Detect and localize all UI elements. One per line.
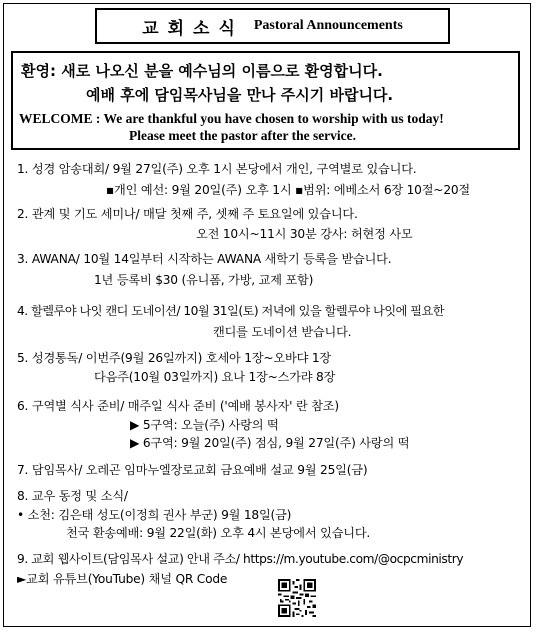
item-4-detail: 캔디를 도네이션 받습니다. [213, 325, 352, 339]
item-4-title: 4. 할렐루야 나잇 캔디 도네이션/ 10월 31일(토) 저녁에 있을 할렐루야 나잇에 필요한 [17, 304, 445, 318]
item-9-title: 9. 교회 웹사이트(담임목사 설교) 안내 주소/ https://m.youtube.com/@ocpcministry [17, 552, 464, 566]
item-2-title: 2. 관계 및 기도 세미나/ 매달 첫째 주, 셋째 주 토요일에 있습니다. [17, 207, 358, 221]
item-8-title: 8. 교우 동정 및 소식/ [17, 489, 128, 503]
item-6-detail-1: ▶ 5구역: 오늘(주) 사랑의 떡 [130, 418, 279, 432]
item-7-title: 7. 담임목사/ 오레곤 임마누엘장로교회 금요예배 설교 9월 25일(금) [17, 463, 368, 477]
item-3-detail: 1년 등록비 $30 (유니폼, 가방, 교제 포함) [94, 273, 314, 287]
item-6-title: 6. 구역별 식사 준비/ 매주일 식사 준비 ('예배 봉사자' 란 참조) [17, 399, 339, 413]
item-1-title: 1. 성경 암송대회/ 9월 27일(주) 오후 1시 본당에서 개인, 구역별로 있습니다. [17, 162, 417, 176]
qr-code-icon[interactable] [278, 579, 316, 617]
item-2-detail: 오전 10시~11시 30분 강사: 허현정 사모 [196, 227, 413, 241]
item-8-detail-1: • 소천: 김은태 성도(이정희 권사 부군) 9월 18일(금) [17, 508, 292, 522]
header-title-en: Pastoral Announcements [253, 18, 403, 33]
item-1-detail: ▪개인 예선: 9월 20일(주) 오후 1시 ▪범위: 에베소서 6장 10절~20절 [106, 183, 470, 197]
item-9-detail: ►교회 유튜브(YouTube) 채널 QR Code [17, 572, 228, 586]
welcome-ko-line2: 예배 후에 담임목사님을 만나 주시기 바랍니다. [86, 86, 394, 104]
item-5-title: 5. 성경통독/ 이번주(9월 26일까지) 호세아 1장~오바댜 1장 [17, 351, 331, 365]
page-header [95, 8, 450, 44]
welcome-ko-line1: 환영: 새로 나오신 분을 예수님의 이름으로 환영합니다. [21, 62, 383, 80]
item-3-title: 3. AWANA/ 10월 14일부터 시작하는 AWANA 새학기 등록을 받습니다. [17, 252, 392, 266]
header-title-ko: 교회소식 [142, 18, 244, 39]
item-6-detail-2: ▶ 6구역: 9월 20일(주) 점심, 9월 27일(주) 사랑의 떡 [130, 436, 410, 450]
welcome-en-line1: WELCOME : We are thankful you have chosen to worship with us today! [19, 111, 444, 126]
item-5-detail: 다음주(10월 03일까지) 요나 1장~스가랴 8장 [94, 370, 336, 384]
item-8-detail-2: 천국 환송예배: 9월 22일(화) 오후 4시 본당에서 있습니다. [66, 526, 371, 540]
welcome-en-line2: Please meet the pastor after the service. [129, 128, 357, 143]
welcome-box [11, 51, 520, 150]
